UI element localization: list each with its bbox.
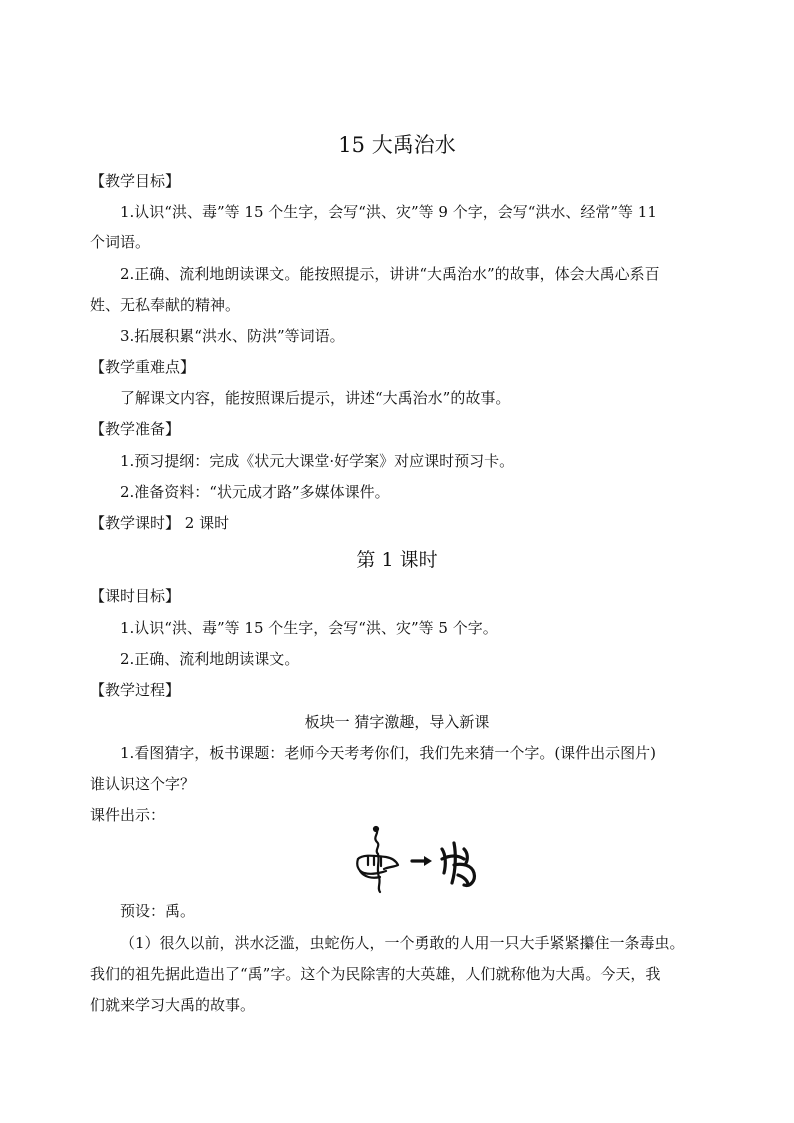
goal-2-line-1: 2.正确、流利地朗读课文。能按照提示，讲讲“大禹治水”的故事，体会大禹心系百: [120, 265, 660, 283]
process-heading: 【教学过程】: [90, 681, 181, 699]
lesson-hours: 【教学课时】 2 课时: [90, 514, 230, 532]
step-1-line-1: 1.看图猜字，板书课题：老师今天考考你们，我们先来猜一个字。(课件出示图片): [120, 744, 657, 762]
paragraph-1-line-3: 们就来学习大禹的故事。: [90, 996, 256, 1014]
courseware-label: 课件出示：: [90, 806, 166, 824]
key-points-text: 了解课文内容，能按照课后提示，讲述“大禹治水”的故事。: [120, 389, 511, 407]
paragraph-1-line-2: 我们的祖先据此造出了“禹”字。这个为民除害的大英雄，人们就称他为大禹。今天，我: [90, 965, 661, 983]
step-1-line-2: 谁认识这个字？: [90, 775, 196, 793]
teaching-goals-heading: 【教学目标】: [90, 172, 181, 190]
preparation-heading: 【教学准备】: [90, 420, 181, 438]
preparation-2: 2.准备资料：“状元成才路”多媒体课件。: [120, 483, 390, 501]
hand-gripping-snake-to-ancient-yu-character-icon: [350, 825, 486, 895]
goal-1-line-2: 个词语。: [90, 233, 151, 251]
lesson-goals-heading: 【课时目标】: [90, 587, 181, 605]
paragraph-1-line-1: （1）很久以前，洪水泛滥，虫蛇伤人，一个勇敢的人用一只大手紧紧攥住一条毒虫。: [120, 934, 685, 952]
lesson-goal-2: 2.正确、流利地朗读课文。: [120, 650, 300, 668]
figure-hand-to-yu-character: [350, 825, 486, 895]
page-title: 15 大禹治水: [338, 133, 456, 157]
preparation-1: 1.预习提纲：完成《状元大课堂·好学案》对应课时预习卡。: [120, 452, 515, 470]
goal-1-line-1: 1.认识“洪、毒”等 15 个生字，会写“洪、灾”等 9 个字，会写“洪水、经常”等 11: [120, 203, 657, 221]
goal-3: 3.拓展积累“洪水、防洪”等词语。: [120, 327, 345, 345]
block-1-title: 板块一 猜字激趣，导入新课: [304, 713, 490, 731]
key-points-heading: 【教学重难点】: [90, 358, 196, 376]
lesson-1-title: 第 1 课时: [356, 549, 438, 571]
lesson-goal-1: 1.认识“洪、毒”等 15 个生字，会写“洪、灾”等 5 个字。: [120, 619, 498, 637]
preset-answer: 预设：禹。: [120, 902, 196, 920]
goal-2-line-2: 姓、无私奉献的精神。: [90, 296, 241, 314]
